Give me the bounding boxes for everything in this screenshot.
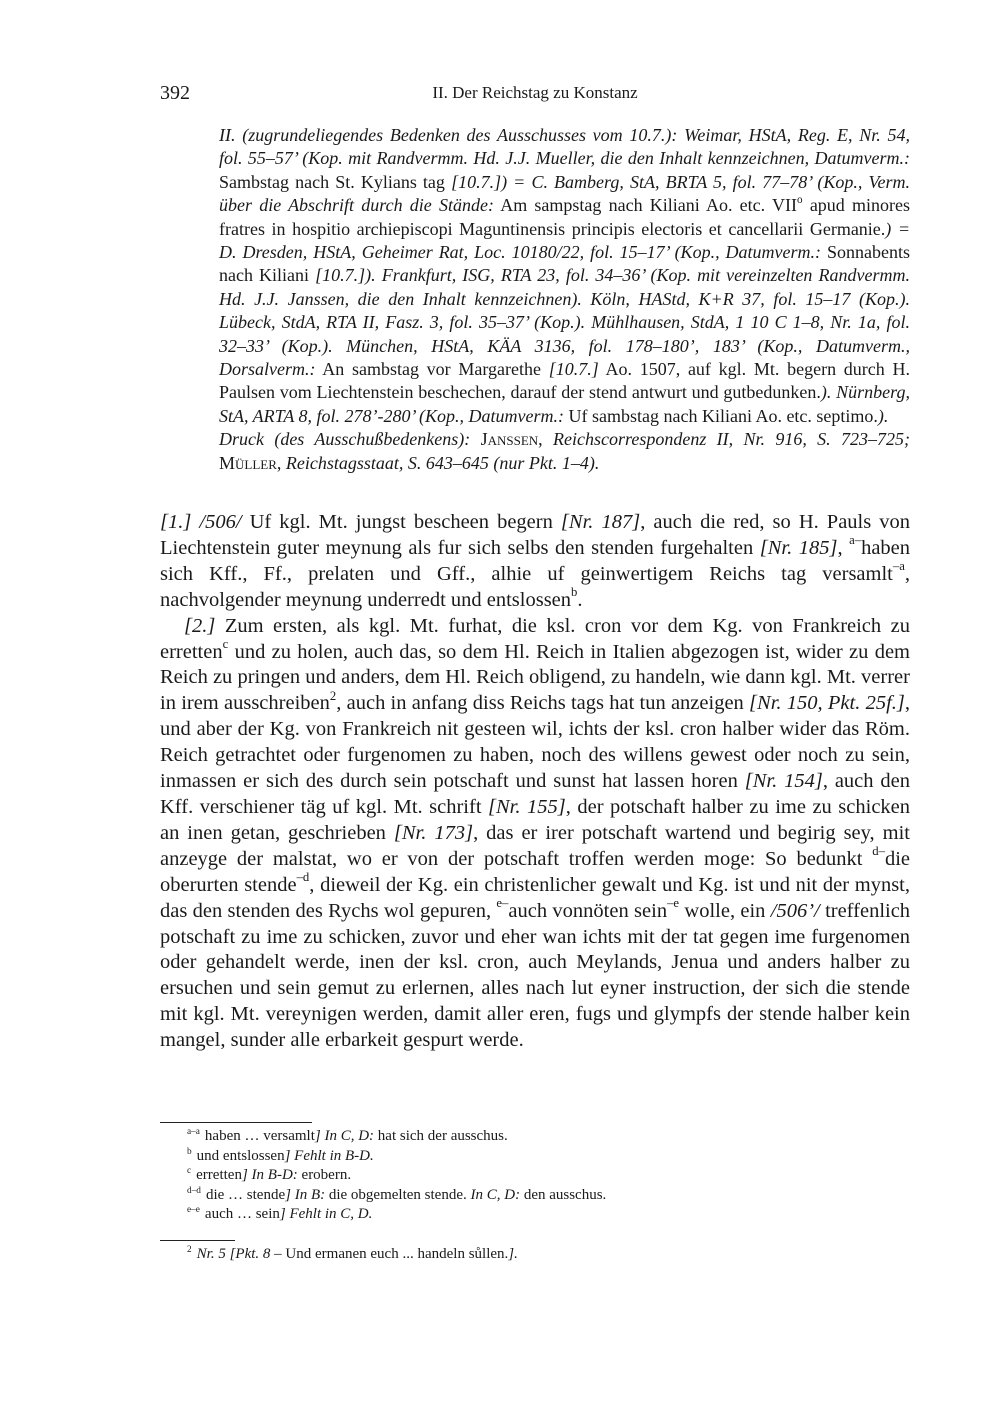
source-quote: Sonnabents nach Kiliani — [219, 242, 911, 286]
cross-reference: [Nr. 155] — [488, 795, 566, 818]
text: , nachvolgender meynung underredt und entslossen — [160, 562, 910, 611]
apparatus-mark: –e — [667, 895, 680, 910]
print-title: Reichscorrespondenz II, Nr. 916, S. 723–725; — [553, 429, 911, 450]
apparatus-mark: a– — [849, 533, 862, 548]
print-title: Reichstagsstaat, S. 643–645 (nur Pkt. 1–4). — [285, 452, 600, 473]
page-number: 392 — [160, 82, 190, 104]
text: , das er irer potschaft wartend und begirig sey, mit anzeyge der malstat, wo er von der potschaft troffen werden moge: So bedunkt — [160, 821, 910, 870]
section-marker: [1.] /506/ — [160, 511, 242, 533]
text: . — [577, 588, 583, 611]
text: , dieweil der Kg. ein christenlicher gewalt und Kg. ist und nit der mynst, das den stenden des Rychs wol gepuren, — [160, 873, 910, 922]
footnotes — [187, 1245, 907, 1265]
text: treffenlich potschaft zu ime zu schicken, zuvor und eher wan ichts mit der tat gegen ime furgenomen oder gehandelt werde, inen der ksl. cron, auch Meylands, Jenua und anders halber zu ersuchen und sein gemut zu erlernen, alles nach lut eyner instruction, der sich die stende mit kgl. Mt. vereynigen werden, damit aller eren, fugs und glympfs der stende halber kein mangel, sunder alle erbarkeit gespurt werde. — [160, 899, 911, 1052]
apparatus-entry — [187, 1186, 907, 1206]
source-quote: apud minores fratres in hospitio archiepiscopi Maguntinensis principis electoris et cancellarii Germanie. — [219, 195, 910, 239]
apparatus-mark: b — [187, 1146, 192, 1157]
source-quote: Sambstag nach St. Kylians tag — [219, 171, 445, 192]
lemma: erretten — [196, 1167, 242, 1184]
variant-reading: den ausschus. — [523, 1186, 607, 1203]
variant-reading: die obgemelten stende. — [328, 1186, 467, 1203]
source-quote: Uf sambstag nach Kiliani Ao. etc. septimo. — [568, 405, 878, 426]
source-text: ). Nürnberg, StA, ARTA 8, fol. 278’-280’ (Kop., Datumverm.: — [219, 382, 910, 426]
main-text — [160, 510, 910, 1054]
paragraph-1 — [160, 510, 910, 614]
source-text: ) = D. Dresden, HStA, Geheimer Rat, Loc. 10180/22, fol. 15–17’ (Kop., Datumverm.: — [219, 218, 910, 263]
apparatus-mark: e– — [496, 895, 509, 910]
variant-note: ] In B-D: — [241, 1167, 298, 1184]
folio-marker: /506’/ — [770, 899, 820, 922]
source-text: [10.7.]). Frankfurt, ISG, RTA 23, fol. 34–36’ (Kop. mit vereinzelten Randvermm. Hd. J.J. Janssen, die den Inhalt kennzeichnen). Köln, HAStd, K+R 37, fol. 15–17 (Kop.). Lübeck, StdA, RTA II, Fasz. 3, fol. 35–37’ (Kop.). Mühlhausen, StdA, 1 10 C 1–8, Nr. 1a, fol. 32–33’ (Kop.). München, HStA, KÄA 3136, fol. 178–180’, 183’ (Kop., Datumverm., Dorsalverm.: — [219, 265, 910, 380]
author-name: Janssen, — [480, 429, 543, 450]
apparatus-mark: c — [187, 1166, 192, 1177]
footnote-reference: Nr. 5 [Pkt. 8 – — [196, 1246, 282, 1262]
variant-note: ] Fehlt in B-D. — [284, 1147, 374, 1164]
text: und zu holen, auch das, so dem Hl. Reich in Italien abgezogen ist, wider zu dem Reich zu pringen und anders, dem Hl. Reich obligend, zu handeln, wie dann kgl. Mt. verrer in irem ausschreiben — [160, 640, 910, 715]
source-text: II. (zugrundeliegendes Bedenken des Ausschusses vom 10.7.): Weimar, HStA, Reg. E, Nr. 54, fol. 55–57’ (Kop. mit Randvermm. Hd. J.J. Mueller, die den Inhalt kennzeichnen, Datumverm.: — [219, 125, 910, 169]
variant-note: In C, D: — [470, 1186, 521, 1203]
text: Zum ersten, als kgl. Mt. furhat, die ksl. cron vor dem Kg. von Frankreich zu erretten — [160, 614, 911, 663]
text: , auch den Kff. verschiener täg uf kgl. Mt. schrift — [160, 770, 910, 818]
paragraph-2 — [160, 614, 910, 1054]
apparatus-entry — [187, 1147, 907, 1167]
source-description — [219, 124, 910, 475]
text: , und aber der Kg. von Frankreich nit gesteen wil, ichts der ksl. cron halber wider das Röm. Reich getrachtet oder furgenomen zu haben, noch des willens gewest oder noch zu sein, inmassen er sich des durch sein potschaft und sunst hat lassen horen — [160, 692, 911, 793]
footnote-reference: ]. — [508, 1246, 518, 1262]
lemma: auch … sein — [204, 1206, 280, 1223]
running-title: II. Der Reichstag zu Konstanz — [432, 83, 638, 102]
source-quote: An sambstag vor Margarethe — [322, 359, 542, 380]
apparatus-mark: e–e — [187, 1205, 200, 1216]
cross-reference: [Nr. 173] — [393, 821, 474, 844]
footnote — [187, 1245, 907, 1265]
apparatus-mark: c — [222, 636, 229, 651]
text: haben sich Kff., Ff., prelaten und Gff., alhie uf geinwertigem Reichs tag versamlt — [160, 536, 911, 585]
superscript: o — [797, 193, 803, 206]
text-critical-apparatus — [187, 1127, 907, 1225]
apparatus-mark: b — [571, 584, 578, 599]
apparatus-mark: d–d — [187, 1185, 201, 1196]
text: , auch in anfang diss Reichs tags hat tun anzeigen — [336, 692, 744, 715]
cross-reference: [Nr. 154] — [744, 770, 823, 793]
apparatus-mark: –d — [296, 869, 310, 884]
apparatus-entry — [187, 1205, 907, 1225]
running-head — [160, 82, 910, 108]
source-quote: Ao. 1507, auf kgl. Mt. begern durch H. Paulsen vom Liechtenstein beschechen, darauf der stend antwurt und gutbedunken. — [219, 359, 911, 403]
lemma: und entslossen — [196, 1147, 285, 1164]
text: , der potschaft halber zu ime zu schicken an inen getan, geschrieben — [160, 795, 911, 844]
footnote-mark: 2 — [329, 688, 337, 703]
footnote-text: Und ermanen euch ... handeln sůllen. — [285, 1246, 509, 1262]
variant-note: ] Fehlt in C, D. — [279, 1206, 373, 1223]
footnote-mark: 2 — [187, 1245, 192, 1255]
variant-reading: erobern. — [301, 1167, 352, 1184]
apparatus-mark: –a — [892, 559, 905, 574]
section-marker: [2.] — [184, 614, 216, 637]
apparatus-mark: a–a — [187, 1127, 200, 1137]
cross-reference: [Nr. 187] — [560, 511, 641, 533]
apparatus-entry — [187, 1166, 907, 1186]
variant-note: ] In B: — [285, 1186, 326, 1203]
source-quote: Am sampstag nach Kiliani Ao. etc. VII — [500, 195, 798, 216]
footnote-divider — [160, 1240, 235, 1241]
apparatus-divider — [160, 1122, 312, 1123]
lemma: haben … versamlt — [204, 1128, 315, 1144]
text: wolle, ein — [684, 899, 766, 922]
author-name: Müller, — [219, 452, 282, 473]
print-reference — [219, 428, 910, 475]
variant-reading: hat sich der ausschus. — [377, 1128, 508, 1144]
variant-note: ] In C, D: — [314, 1128, 375, 1144]
lemma: die … stende — [205, 1186, 286, 1203]
apparatus-entry — [187, 1127, 907, 1147]
text: die oberurten stende — [160, 847, 911, 896]
text: , — [837, 536, 843, 559]
text: Uf kgl. Mt. jungst bescheen begern — [249, 511, 553, 533]
source-text: [10.7.] — [548, 359, 599, 380]
source-list — [219, 124, 910, 428]
source-text: ). — [877, 405, 889, 426]
cross-reference: [Nr. 185] — [759, 536, 838, 559]
text: auch vonnöten sein — [508, 899, 668, 922]
apparatus-mark: d– — [872, 844, 885, 859]
source-text: [10.7.]) = C. Bamberg, StA, BRTA 5, fol. 77–78’ (Kop., Verm. über die Abschrift durch die Stände: — [219, 171, 910, 216]
text: , auch die red, so H. Pauls von Liechtenstein guter meynung als fur sich selbs den stenden furgehalten — [160, 511, 911, 559]
cross-reference: [Nr. 150, Pkt. 25f.] — [749, 692, 905, 715]
print-label: Druck (des Ausschußbedenkens): — [219, 429, 471, 450]
